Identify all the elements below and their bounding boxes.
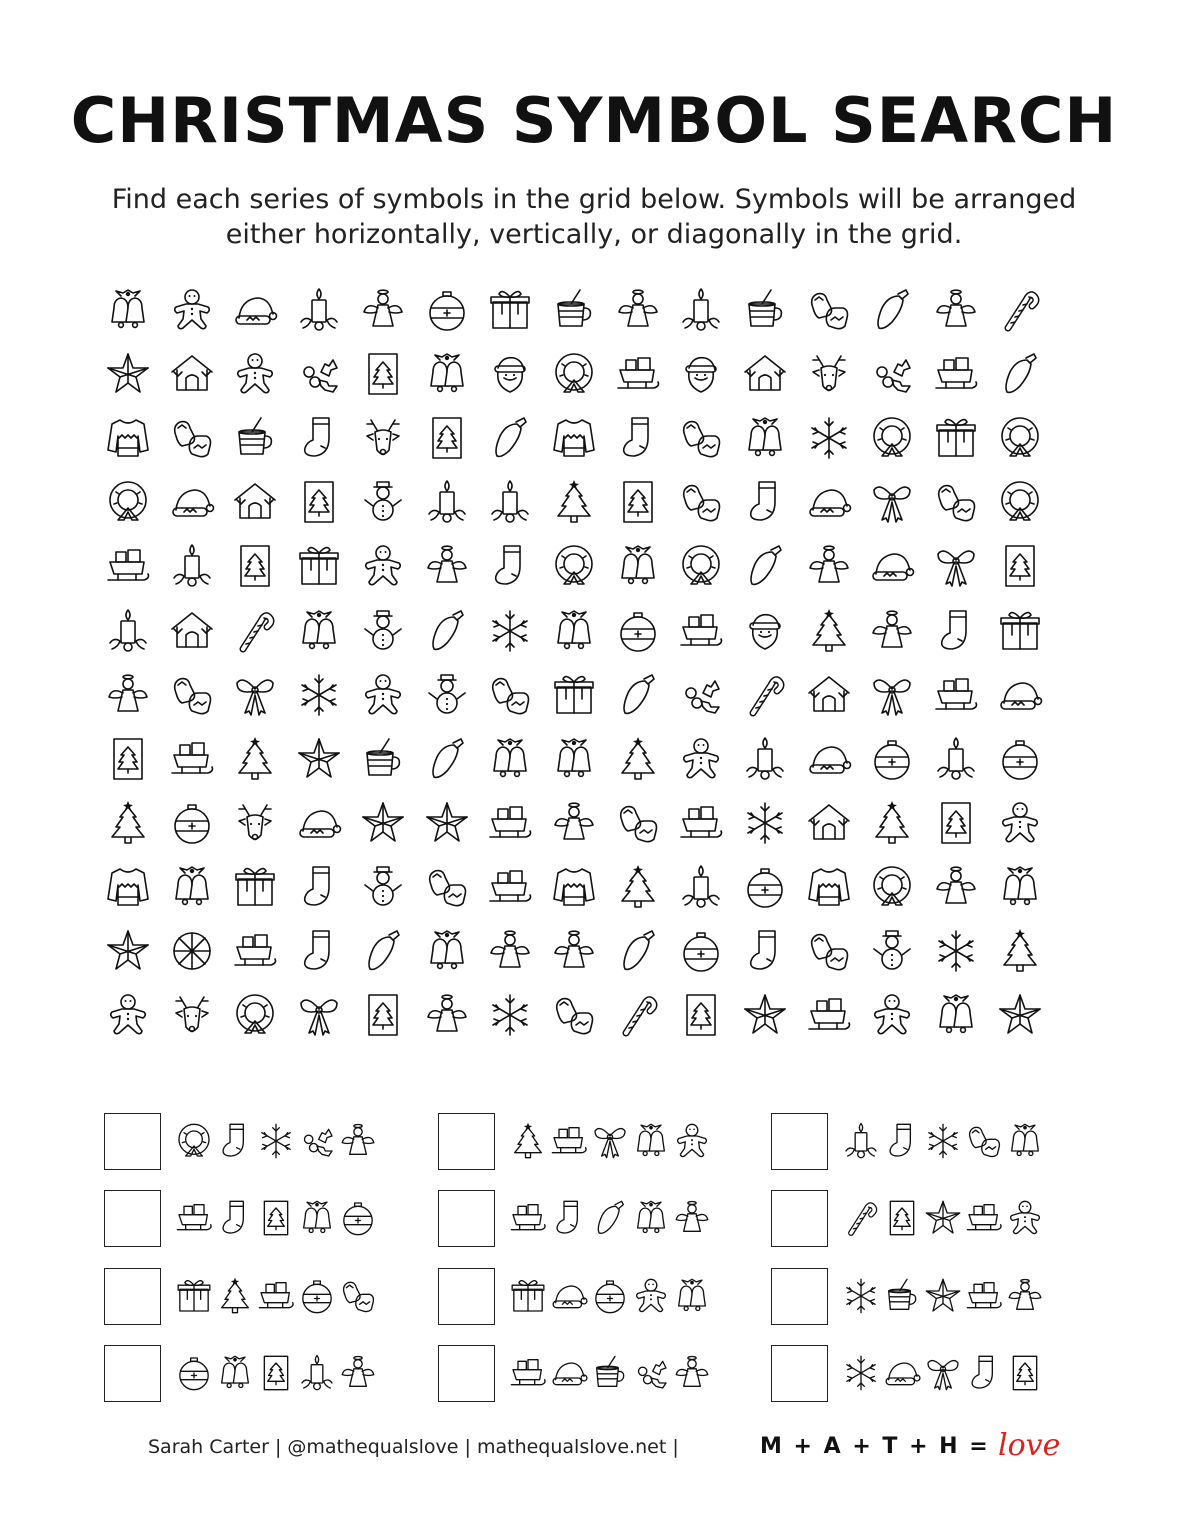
answer-checkbox[interactable] [771, 1113, 828, 1170]
card-icon [996, 542, 1044, 590]
santa-icon [741, 607, 789, 655]
sequence-item [104, 1113, 384, 1173]
snowflake-icon [486, 607, 534, 655]
stocking-icon [486, 542, 534, 590]
candy-cane-icon [231, 607, 279, 655]
stocking-icon [215, 1119, 255, 1163]
santa-hat-icon [805, 478, 853, 526]
sleigh-icon [932, 350, 980, 398]
snowflake-icon [256, 1119, 296, 1163]
candle-icon [932, 735, 980, 783]
sleigh-icon [168, 735, 216, 783]
card-icon [359, 350, 407, 398]
mittens-icon [550, 991, 598, 1039]
bells-icon [631, 1119, 671, 1163]
footer-logo: M + A + T + H = [760, 1434, 990, 1459]
sleigh-icon [174, 1196, 214, 1240]
snowflake-icon [923, 1119, 963, 1163]
card-icon [231, 542, 279, 590]
wreath-icon [868, 863, 916, 911]
sleigh-icon [549, 1119, 589, 1163]
holly-icon [631, 1351, 671, 1395]
mittens-icon [486, 671, 534, 719]
gingerbread-icon [104, 991, 152, 1039]
mittens-icon [964, 1119, 1004, 1163]
ornament-icon [590, 1274, 630, 1318]
answer-checkbox[interactable] [104, 1268, 161, 1325]
gingerbread-icon [631, 1274, 671, 1318]
angel-icon [423, 542, 471, 590]
sequence-item [771, 1113, 1051, 1173]
tree-icon [550, 478, 598, 526]
gingerbread-house-icon [805, 799, 853, 847]
wreath-icon [868, 414, 916, 462]
holly-icon [297, 1119, 337, 1163]
mittens-icon [677, 478, 725, 526]
mittens-icon [932, 478, 980, 526]
sequence-item [438, 1345, 718, 1405]
stocking-icon [295, 863, 343, 911]
angel-icon [550, 799, 598, 847]
tree-icon [614, 863, 662, 911]
star-icon [104, 350, 152, 398]
angel-icon [805, 542, 853, 590]
bells-icon [215, 1351, 255, 1395]
candle-icon [677, 863, 725, 911]
stocking-icon [741, 927, 789, 975]
star-icon [923, 1274, 963, 1318]
bow-icon [295, 991, 343, 1039]
ornament-icon [741, 863, 789, 911]
sequence-item [104, 1345, 384, 1405]
stocking-icon [295, 927, 343, 975]
sweater-icon [550, 414, 598, 462]
sequence-item [771, 1268, 1051, 1328]
angel-icon [672, 1196, 712, 1240]
sleigh-icon [805, 991, 853, 1039]
light-bulb-icon [590, 1196, 630, 1240]
card-icon [256, 1351, 296, 1395]
angel-icon [932, 286, 980, 334]
instructions: Find each series of symbols in the grid below. Symbols will be arranged either horizontally, vertically, or diagonally in the grid. [111, 184, 1077, 250]
gift-icon [932, 414, 980, 462]
reindeer-icon [359, 414, 407, 462]
footer [0, 1428, 1188, 1472]
snowflake-icon [486, 991, 534, 1039]
sleigh-icon [104, 542, 152, 590]
light-bulb-icon [996, 350, 1044, 398]
answer-checkbox[interactable] [438, 1113, 495, 1170]
santa-hat-icon [868, 542, 916, 590]
ornament-icon [677, 927, 725, 975]
bells-icon [614, 542, 662, 590]
light-bulb-icon [423, 735, 471, 783]
stocking-icon [614, 414, 662, 462]
answer-checkbox[interactable] [438, 1190, 495, 1247]
sleigh-icon [256, 1274, 296, 1318]
light-bulb-icon [423, 607, 471, 655]
peppermint-icon [168, 927, 216, 975]
tree-icon [508, 1119, 548, 1163]
tree-icon [805, 607, 853, 655]
wreath-icon [231, 991, 279, 1039]
snowflake-icon [295, 671, 343, 719]
gift-icon [231, 863, 279, 911]
sequence-item [771, 1345, 1051, 1405]
sequence-item [438, 1190, 718, 1250]
mittens-icon [168, 671, 216, 719]
candle-icon [297, 1351, 337, 1395]
wreath-icon [550, 350, 598, 398]
ornament-icon [174, 1351, 214, 1395]
ornament-icon [614, 607, 662, 655]
bells-icon [550, 607, 598, 655]
star-icon [359, 799, 407, 847]
ornament-icon [996, 735, 1044, 783]
snowflake-icon [805, 414, 853, 462]
cocoa-mug-icon [550, 286, 598, 334]
sleigh-icon [932, 671, 980, 719]
santa-icon [486, 350, 534, 398]
tree-icon [215, 1274, 255, 1318]
gingerbread-icon [359, 542, 407, 590]
light-bulb-icon [741, 542, 789, 590]
candle-icon [741, 735, 789, 783]
sequence-item [771, 1190, 1051, 1250]
santa-hat-icon [168, 478, 216, 526]
snowman-icon [868, 927, 916, 975]
mittens-icon [677, 414, 725, 462]
answer-checkbox[interactable] [771, 1190, 828, 1247]
light-bulb-icon [486, 414, 534, 462]
santa-hat-icon [882, 1351, 922, 1395]
snowman-icon [423, 671, 471, 719]
ornament-icon [168, 799, 216, 847]
sequence-item [104, 1190, 384, 1250]
snowflake-icon [841, 1351, 881, 1395]
bow-icon [923, 1351, 963, 1395]
gift-icon [996, 607, 1044, 655]
angel-icon [338, 1351, 378, 1395]
gift-icon [295, 542, 343, 590]
card-icon [359, 991, 407, 1039]
gingerbread-icon [359, 671, 407, 719]
footer-logo-love: love [998, 1428, 1061, 1463]
ornament-icon [338, 1196, 378, 1240]
ornament-icon [423, 286, 471, 334]
holly-icon [677, 671, 725, 719]
cocoa-mug-icon [359, 735, 407, 783]
candle-icon [104, 607, 152, 655]
bells-icon [672, 1274, 712, 1318]
sleigh-icon [508, 1196, 548, 1240]
candy-cane-icon [614, 991, 662, 1039]
gingerbread-icon [231, 350, 279, 398]
bow-icon [868, 478, 916, 526]
angel-icon [932, 863, 980, 911]
angel-icon [1005, 1274, 1045, 1318]
mittens-icon [338, 1274, 378, 1318]
sleigh-icon [964, 1274, 1004, 1318]
stocking-icon [215, 1196, 255, 1240]
candy-cane-icon [996, 286, 1044, 334]
answer-checkbox[interactable] [104, 1190, 161, 1247]
candle-icon [295, 286, 343, 334]
light-bulb-icon [614, 671, 662, 719]
reindeer-icon [805, 350, 853, 398]
bells-icon [486, 735, 534, 783]
snowflake-icon [741, 799, 789, 847]
candy-cane-icon [741, 671, 789, 719]
angel-icon [672, 1351, 712, 1395]
stocking-icon [549, 1196, 589, 1240]
candle-icon [423, 478, 471, 526]
bow-icon [231, 671, 279, 719]
santa-hat-icon [549, 1274, 589, 1318]
light-bulb-icon [868, 286, 916, 334]
angel-icon [614, 286, 662, 334]
santa-hat-icon [231, 286, 279, 334]
star-icon [741, 991, 789, 1039]
angel-icon [868, 607, 916, 655]
light-bulb-icon [614, 927, 662, 975]
snowman-icon [359, 863, 407, 911]
wreath-icon [996, 414, 1044, 462]
gingerbread-house-icon [168, 607, 216, 655]
santa-hat-icon [549, 1351, 589, 1395]
sequence-item [104, 1268, 384, 1328]
bow-icon [932, 542, 980, 590]
sweater-icon [550, 863, 598, 911]
wreath-icon [174, 1119, 214, 1163]
candle-icon [486, 478, 534, 526]
bells-icon [168, 863, 216, 911]
stocking-icon [882, 1119, 922, 1163]
card-icon [677, 991, 725, 1039]
bells-icon [423, 350, 471, 398]
answer-checkbox[interactable] [771, 1345, 828, 1402]
holly-icon [868, 350, 916, 398]
candle-icon [677, 286, 725, 334]
sweater-icon [104, 414, 152, 462]
star-icon [423, 799, 471, 847]
mittens-icon [168, 414, 216, 462]
sleigh-icon [486, 799, 534, 847]
sleigh-icon [677, 799, 725, 847]
gift-icon [550, 671, 598, 719]
card-icon [932, 799, 980, 847]
card-icon [256, 1196, 296, 1240]
mittens-icon [805, 286, 853, 334]
answer-checkbox[interactable] [438, 1268, 495, 1325]
sleigh-icon [964, 1196, 1004, 1240]
card-icon [295, 478, 343, 526]
sleigh-icon [231, 927, 279, 975]
angel-icon [359, 286, 407, 334]
angel-icon [104, 671, 152, 719]
answer-checkbox[interactable] [104, 1345, 161, 1402]
wreath-icon [996, 478, 1044, 526]
wreath-icon [104, 478, 152, 526]
angel-icon [550, 927, 598, 975]
answer-checkbox[interactable] [771, 1268, 828, 1325]
ornament-icon [297, 1274, 337, 1318]
santa-hat-icon [805, 735, 853, 783]
bells-icon [550, 735, 598, 783]
sequence-item [438, 1268, 718, 1328]
mittens-icon [614, 799, 662, 847]
snowman-icon [359, 607, 407, 655]
wreath-icon [550, 542, 598, 590]
snowflake-icon [841, 1274, 881, 1318]
card-icon [423, 414, 471, 462]
stocking-icon [741, 478, 789, 526]
bells-icon [996, 863, 1044, 911]
tree-icon [104, 799, 152, 847]
candle-icon [841, 1119, 881, 1163]
stocking-icon [295, 414, 343, 462]
snowman-icon [359, 478, 407, 526]
tree-icon [614, 735, 662, 783]
sequence-item [438, 1113, 718, 1173]
sweater-icon [104, 863, 152, 911]
tree-icon [868, 799, 916, 847]
answer-checkbox[interactable] [438, 1345, 495, 1402]
sleigh-icon [677, 607, 725, 655]
snowflake-icon [932, 927, 980, 975]
card-icon [882, 1196, 922, 1240]
bow-icon [868, 671, 916, 719]
cocoa-mug-icon [741, 286, 789, 334]
bow-icon [590, 1119, 630, 1163]
star-icon [104, 927, 152, 975]
tree-icon [996, 927, 1044, 975]
gift-icon [486, 286, 534, 334]
gingerbread-icon [868, 991, 916, 1039]
gingerbread-house-icon [741, 350, 789, 398]
santa-hat-icon [996, 671, 1044, 719]
mittens-icon [423, 863, 471, 911]
footer-credits: Sarah Carter | @mathequalslove | mathequalslove.net | [148, 1436, 679, 1458]
gingerbread-icon [168, 286, 216, 334]
card-icon [1005, 1351, 1045, 1395]
bells-icon [104, 286, 152, 334]
reindeer-icon [231, 799, 279, 847]
mittens-icon [805, 927, 853, 975]
bells-icon [295, 607, 343, 655]
bells-icon [1005, 1119, 1045, 1163]
answer-checkbox[interactable] [104, 1113, 161, 1170]
bells-icon [423, 927, 471, 975]
stocking-icon [932, 607, 980, 655]
page-title: CHRISTMAS SYMBOL SEARCH [70, 84, 1118, 157]
angel-icon [423, 991, 471, 1039]
gingerbread-icon [677, 735, 725, 783]
gift-icon [174, 1274, 214, 1318]
gingerbread-icon [672, 1119, 712, 1163]
sweater-icon [805, 863, 853, 911]
sleigh-icon [508, 1351, 548, 1395]
gingerbread-icon [996, 799, 1044, 847]
card-icon [614, 478, 662, 526]
bells-icon [932, 991, 980, 1039]
light-bulb-icon [359, 927, 407, 975]
gingerbread-house-icon [168, 350, 216, 398]
reindeer-icon [168, 991, 216, 1039]
star-icon [295, 735, 343, 783]
ornament-icon [868, 735, 916, 783]
star-icon [923, 1196, 963, 1240]
wreath-icon [677, 542, 725, 590]
gingerbread-house-icon [231, 478, 279, 526]
stocking-icon [964, 1351, 1004, 1395]
angel-icon [338, 1119, 378, 1163]
gift-icon [508, 1274, 548, 1318]
candle-icon [168, 542, 216, 590]
santa-hat-icon [295, 799, 343, 847]
cocoa-mug-icon [590, 1351, 630, 1395]
bells-icon [297, 1196, 337, 1240]
tree-icon [231, 735, 279, 783]
holly-icon [295, 350, 343, 398]
santa-icon [677, 350, 725, 398]
card-icon [104, 735, 152, 783]
sleigh-icon [614, 350, 662, 398]
gingerbread-icon [1005, 1196, 1045, 1240]
cocoa-mug-icon [882, 1274, 922, 1318]
star-icon [996, 991, 1044, 1039]
cocoa-mug-icon [231, 414, 279, 462]
candy-cane-icon [841, 1196, 881, 1240]
bells-icon [741, 414, 789, 462]
gingerbread-house-icon [805, 671, 853, 719]
sleigh-icon [486, 863, 534, 911]
bells-icon [631, 1196, 671, 1240]
angel-icon [486, 927, 534, 975]
